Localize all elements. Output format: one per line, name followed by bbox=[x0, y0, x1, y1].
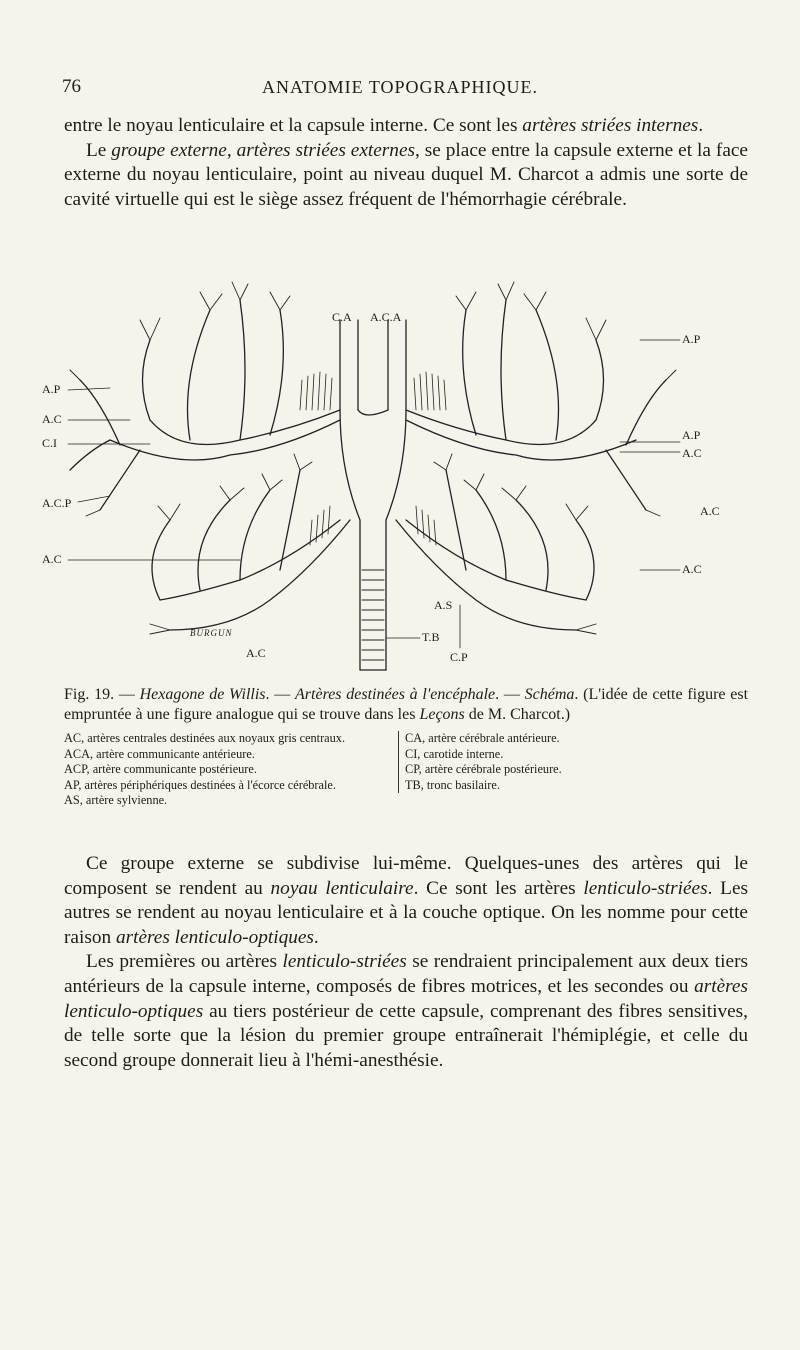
legend-item: TB, tronc basilaire. bbox=[405, 777, 500, 792]
paragraph-2: Le groupe externe, artères striées externes, se place entre la capsule externe et la face externe du noyau lenticulaire, point au niveau duquel M. Charcot a admis une sorte de cavité virtuelle qui est le siège assez fréquent de l'hémorrhagie cérébrale. bbox=[64, 139, 748, 210]
label-ac-right-3: A.C bbox=[682, 562, 702, 576]
central-vessels bbox=[340, 320, 406, 670]
label-ac-right-1: A.C bbox=[682, 446, 702, 460]
label-ac-left-2: A.C bbox=[42, 552, 62, 566]
legend-item: AC, artères centrales destinées aux noyaux gris centraux. bbox=[64, 731, 346, 745]
label-acp: A.C.P bbox=[42, 496, 72, 510]
legend-item: CI, carotide interne. bbox=[405, 746, 504, 761]
legend-item: ACP, artère communicante postérieure. bbox=[64, 762, 257, 777]
legend-item: AP, artères périphériques destinées à l'écorce cérébrale. bbox=[64, 777, 336, 792]
label-cp: C.P bbox=[450, 650, 468, 664]
label-ac-right-2: A.C bbox=[700, 504, 720, 518]
figure-caption: Fig. 19. — Hexagone de Willis. — Artères destinées à l'encéphale. — Schéma. (L'idée de cette figure est empruntée à une figure analogue qui se trouve dans les Leçons de M. Charcot.) bbox=[64, 686, 749, 723]
page-header bbox=[0, 76, 800, 106]
top-paragraphs bbox=[64, 114, 748, 212]
label-ap-left: A.P bbox=[42, 382, 61, 396]
label-ca: C.A bbox=[332, 310, 352, 324]
legend-item: AS, artère sylvienne. bbox=[64, 793, 168, 808]
left-vessels bbox=[70, 282, 350, 634]
label-aca: A.C.A bbox=[370, 310, 402, 324]
bottom-paragraphs bbox=[64, 852, 748, 1073]
page-number: 76 bbox=[62, 76, 81, 97]
figure-hexagone-willis bbox=[40, 270, 780, 680]
legend-left bbox=[64, 731, 390, 809]
arterial-diagram bbox=[40, 270, 780, 680]
legend-item: CA, artère cérébrale antérieure. bbox=[405, 731, 560, 745]
label-tb: T.B bbox=[422, 630, 440, 644]
label-leaders bbox=[68, 340, 680, 648]
running-head: ANATOMIE TOPOGRAPHIQUE. bbox=[261, 77, 539, 97]
legend-item: CP, artère cérébrale postérieure. bbox=[405, 762, 562, 777]
label-ac-bottom: A.C bbox=[246, 646, 266, 660]
right-vessels bbox=[396, 282, 676, 634]
label-ac-left-1: A.C bbox=[42, 412, 62, 426]
engraver-signature: BURGUN bbox=[190, 628, 233, 638]
label-as: A.S bbox=[434, 598, 453, 612]
label-ap-right-1: A.P bbox=[682, 332, 701, 346]
label-ap-right-2: A.P bbox=[682, 428, 701, 442]
paragraph-4: Les premières ou artères lenticulo-striées se rendraient principalement aux deux tiers antérieurs de la capsule interne, composés de fibres motrices, et les secondes ou artères lenticulo-optiques au tiers postérieur de cette capsule, comprenant des fibres sensitives, de telle sorte que la lésion du premier groupe entraînerait l'hémiplégie, et celle du second groupe donnerait lieu à l'hémi-anesthésie. bbox=[64, 951, 748, 1071]
legend-item: ACA, artère communicante antérieure. bbox=[64, 746, 255, 761]
paragraph-3: Ce groupe externe se subdivise lui-même. Quelques-unes des artères qui le composent se rendent au noyau lenticulaire. Ce sont les artères lenticulo-striées. Les autres se rendent au noyau lenticulaire et à la couche optique. On les nomme pour cette raison artères lenticulo-optiques. bbox=[64, 853, 749, 948]
legend-right bbox=[398, 731, 562, 793]
paragraph-1: entre le noyau lenticulaire et la capsule interne. Ce sont les artères striées internes. bbox=[64, 115, 704, 136]
label-ci: C.I bbox=[42, 436, 57, 450]
